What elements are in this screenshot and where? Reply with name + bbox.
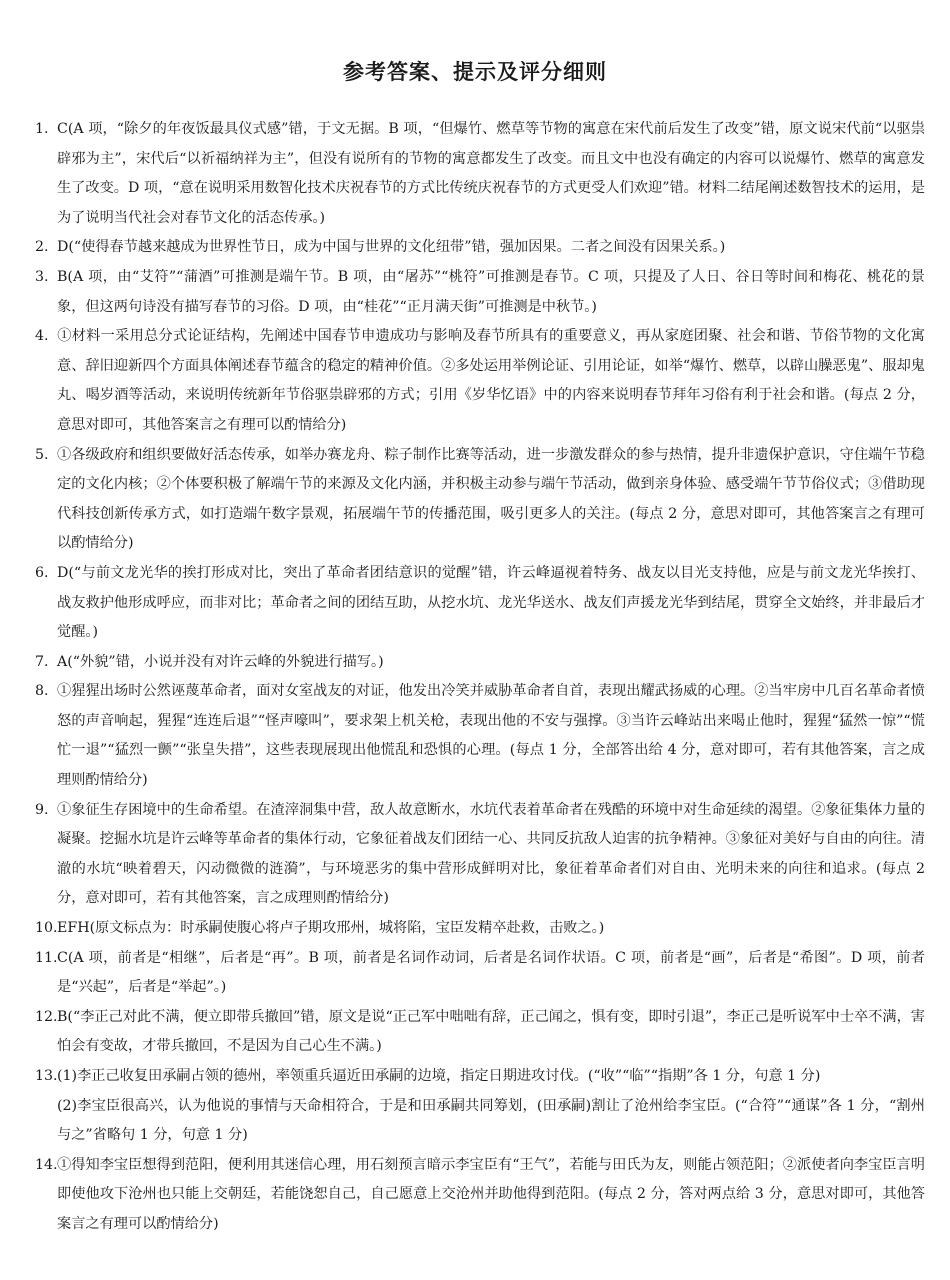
page-title: 参考答案、提示及评分细则 xyxy=(343,60,607,84)
item-text: B(“李正己对此不满，便立即带兵撤回”错，原文是说“正己军中咄咄有辞，正己闻之，惧有变，即时引退”，李正己是听说军中士卒不满，害怕会有变故，才带兵撤回，不是因为自己心生不满。) xyxy=(57,1008,925,1055)
answer-item xyxy=(35,559,925,648)
answer-item xyxy=(35,322,925,440)
item-text: (1)李正己收复田承嗣占领的德州，率领重兵逼近田承嗣的边境，指定日期进攻讨伐。(“收”“临”“指期”各 1 分，句意 1 分) xyxy=(57,1068,821,1084)
item-text: D(“使得春节越来越成为世界性节日，成为中国与世界的文化纽带”错，强加因果。二者之间没有因果关系。) xyxy=(57,239,726,256)
answer-item xyxy=(35,1151,925,1240)
answer-item xyxy=(35,115,925,233)
item-number: 3. xyxy=(35,268,49,285)
answer-item xyxy=(35,1062,925,1092)
item-number: 8. xyxy=(35,683,49,700)
answer-item xyxy=(35,796,925,914)
item-text: ①各级政府和组织要做好活态传承，如举办赛龙舟、粽子制作比赛等活动，进一步激发群众的参与热情，提升非遗保护意识，守住端午节稳定的文化内核；②个体要积极了解端午节的来源及文化内涵，并积极主动参与端午节活动，做到亲身体验、感受端午节节俗仪式；③借助现代科技创新传承方式，如打造端午数字景观，拓展端午节的传播范围，吸引更多人的关注。(每点 2 分，意思对即可，其他答案言之有理可以酌情给分) xyxy=(57,446,925,552)
item-number: 10. xyxy=(35,920,58,937)
answer-subitem xyxy=(35,1092,925,1151)
item-text: ①得知李宝臣想得到范阳，便利用其迷信心理，用石刻预言暗示李宝臣有“王气”，若能与田氏为友，则能占领范阳；②派使者向李宝臣言明即使他攻下沧州也只能上交朝廷，若能饶恕自己，自己愿意上交沧州并助他得到范阳。(每点 2 分，答对两点给 3 分，意思对即可，其他答案言之有理可以酌情给分) xyxy=(57,1156,925,1232)
answer-item xyxy=(35,1003,925,1062)
item-text: ①猩猩出场时公然诬蔑革命者，面对女室战友的对证，他发出冷笑并威胁革命者自首，表现出耀武扬威的心理。②当牢房中几百名革命者愤怒的声音响起，猩猩“连连后退”“怪声嚎叫”，要求架上机关枪，表现出他的不安与强撑。③当许云峰站出来喝止他时，猩猩“猛然一惊”“慌忙一退”“猛烈一颤”“张皇失措”，这些表现展现出他慌乱和恐惧的心理。(每点 1 分，全部答出给 4 分，意对即可，若有其他答案，言之成理则酌情给分) xyxy=(57,683,925,789)
answer-item xyxy=(35,677,925,795)
item-text: ①材料一采用总分式论证结构，先阐述中国春节申遗成功与影响及春节所具有的重要意义，再从家庭团聚、社会和谐、节俗节物的文化寓意、辞旧迎新四个方面具体阐述春节蕴含的稳定的精神价值。②多处运用举例论证、引用论证，如举“爆竹、燃草，以辟山臊恶鬼”、服却鬼丸、喝岁酒等活动，来说明传统新年节俗驱祟辟邪的方式；引用《岁华忆语》中的内容来说明春节拜年习俗有利于社会和谐。(每点 2 分，意思对即可，其他答案言之有理可以酌情给分) xyxy=(57,328,925,433)
item-text: B(A 项，由“艾符”“蒲酒”可推测是端午节。B 项，由“屠苏”“桃符”可推测是春节。C 项，只提及了人日、谷日等时间和梅花、桃花的景象，但这两句诗没有描写春节的习俗。D 项，由“桂花”“正月满天街”可推测是中秋节。) xyxy=(57,268,925,315)
answer-item xyxy=(35,263,925,322)
item-text: C(A 项，前者是“相继”，后者是“再”。B 项，前者是名词作动词，后者是名词作状语。C 项，前者是“画”，后者是“希图”。D 项，前者是“兴起”，后者是“举起”。) xyxy=(57,949,925,996)
item-number: 6. xyxy=(35,564,49,581)
item-number: 9. xyxy=(35,801,49,818)
item-text: A(“外貌”错，小说并没有对许云峰的外貌进行描写。) xyxy=(57,653,384,670)
item-number: 5. xyxy=(35,446,49,463)
item-number: 4. xyxy=(35,328,49,345)
item-text: C(A 项，“除夕的年夜饭最具仪式感”错，于文无据。B 项，“但爆竹、燃草等节物的寓意在宋代前后发生了改变”错，原文说宋代前“以驱祟辟邪为主”，宋代后“以祈福纳祥为主”，但没有说所有的节物的寓意都发生了改变。而且文中也没有确定的内容可以说爆竹、燃草的寓意发生了改变。D 项，“意在说明采用数智化技术庆祝春节的方式比传统庆祝春节的方式更受人们欢迎”错。材料二结尾阐述数智技术的运用，是为了说明当代社会对春节文化的活态传承。) xyxy=(57,121,925,226)
item-number: 14. xyxy=(35,1156,58,1173)
answer-item xyxy=(35,648,925,678)
item-text: (2)李宝臣很高兴，认为他说的事情与天命相符合，于是和田承嗣共同筹划，(田承嗣)割让了沧州给李宝臣。(“合符”“通谋”各 1 分，“割州与之”省略句 1 分，句意 1 分) xyxy=(57,1097,925,1144)
item-number: 13. xyxy=(35,1068,58,1084)
item-text: D(“与前文龙光华的挨打形成对比，突出了革命者团结意识的觉醒”错，许云峰逼视着特务、战友以目光支持他，应是与前文龙光华挨打、战友救护他形成呼应，而非对比；革命者之间的团结互助，从挖水坑、龙光华送水、战友们声援龙光华到结尾，贯穿全文始终，并非最后才觉醒。) xyxy=(57,564,925,641)
answer-list xyxy=(35,115,925,1240)
item-number: 2. xyxy=(35,239,49,256)
answer-item xyxy=(35,441,925,559)
item-number: 11. xyxy=(35,949,58,966)
answer-item xyxy=(35,233,925,263)
item-number: 12. xyxy=(35,1008,58,1025)
item-text: EFH(原文标点为：时承嗣使腹心将卢子期攻邢州，城将陷，宝臣发精卒赴救，击败之。) xyxy=(57,920,605,937)
item-number: 7. xyxy=(35,653,49,670)
item-number: 1. xyxy=(35,121,49,137)
item-text: ①象征生存困境中的生命希望。在渣滓洞集中营，敌人故意断水，水坑代表着革命者在残酷的环境中对生命延续的渴望。②象征集体力量的凝聚。挖掘水坑是许云峰等革命者的集体行动，它象征着战友们团结一心、共同反抗敌人迫害的抗争精神。③象征对美好与自由的向往。清澈的水坑“映着碧天，闪动微微的涟漪”，与环境恶劣的集中营形成鲜明对比，象征着革命者们对自由、光明未来的向往和追求。(每点 2 分，意对即可，若有其他答案，言之成理则酌情给分) xyxy=(57,801,925,907)
answer-item xyxy=(35,944,925,1003)
answer-item xyxy=(35,914,925,944)
